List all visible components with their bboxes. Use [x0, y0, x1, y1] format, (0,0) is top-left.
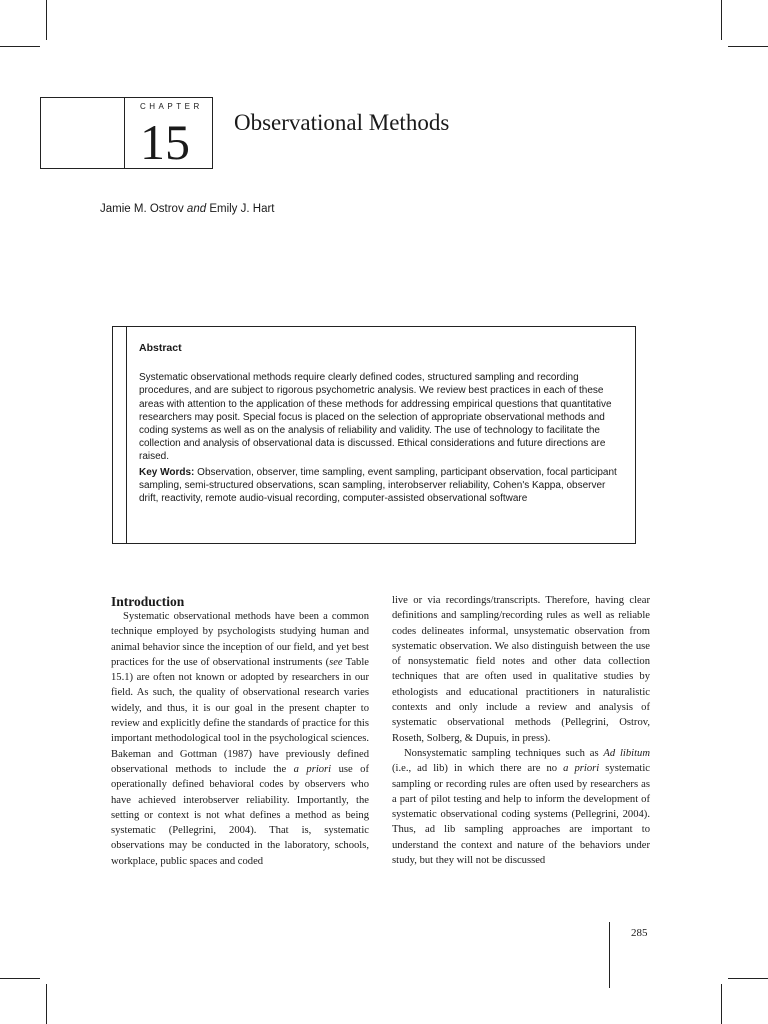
keywords-text: Observation, observer, time sampling, event sampling, participant observation, focal participant sampling, semi-structured observations, scan sampling, interobserver reliability, Cohen's Kappa, observer drift, reactivity, remote audio-visual recording, computer-assisted observational software	[139, 466, 617, 505]
keywords-label: Key Words:	[139, 466, 195, 478]
authors	[100, 203, 274, 215]
abstract-keywords	[139, 466, 627, 506]
crop-mark	[721, 0, 722, 40]
text-run-italic: a priori	[293, 763, 332, 775]
chapter-title: Observational Methods	[234, 110, 450, 135]
text-run: Table 15.1) are often not known or adopted by researchers in our field. As such, the quality of observational research varies widely, and thus, it is our goal in the present chapter to review and explicitly define the standards of practice for this important methodological tool in the psychological sciences. Bakeman and Gottman (1987) have previously defined observational methods to include the	[111, 656, 369, 775]
text-run: use of operationally defined behavioral codes by observers who have achieved interobserver reliability. Importantly, the setting or context is not what defines a method as being systematic (Pellegrini, 2004). That is, systematic observations may be conducted in the laboratory, schools, workplace, public spaces and coded	[111, 763, 369, 867]
page-number-rule	[609, 922, 610, 988]
author-first: Jamie M. Ostrov	[100, 203, 184, 215]
crop-mark	[46, 984, 47, 1024]
text-run: Nonsystematic sampling techniques such as	[404, 747, 604, 759]
paragraph	[392, 746, 650, 868]
page-number: 285	[631, 927, 648, 939]
left-column	[111, 594, 369, 869]
abstract-heading: Abstract	[139, 342, 182, 354]
abstract	[139, 342, 627, 507]
crop-mark	[728, 978, 768, 979]
author-second: Emily J. Hart	[209, 203, 275, 215]
paragraph: live or via recordings/transcripts. Therefore, having clear definitions and sampling/recording rules as well as reliable codes delineates informal, unsystematic observation from systematic observation. We also distinguish between the use of nonsystematic field notes and other data collection techniques that are often used in qualitative studies by ethologists and educational practitioners in naturalistic contexts and only include a review and analysis of systematic observational methods (Pellegrini, Ostrov, Roseth, Solberg, & Dupuis, in press).	[392, 595, 650, 744]
chapter-box-divider	[124, 97, 125, 169]
paragraph	[111, 609, 369, 869]
text-run: systematic sampling or recording rules are often used by researchers as a part of pilot testing and help to inform the development of systematic observational coding systems (Pellegrini, 2004). Thus, ad lib sampling approaches are important to understand the context and nature of the behaviors under study, but they will not be discussed	[392, 763, 651, 867]
text-run-italic: a priori	[563, 763, 600, 775]
text-run-italic: Ad libitum	[603, 747, 651, 759]
right-column	[392, 593, 650, 868]
abstract-rule	[126, 326, 127, 544]
crop-mark	[721, 984, 722, 1024]
section-heading: Introduction	[111, 594, 185, 609]
crop-mark	[0, 978, 40, 979]
text-run: (i.e., ad lib) in which there are no	[392, 763, 564, 775]
abstract-body: Systematic observational methods require clearly defined codes, structured sampling and recording procedures, and are subject to rigorous psychometric analysis. We review best practices in each of these areas with attention to the application of these methods for addressing empirical questions that quantitative researchers may posit. Special focus is placed on the selection of appropriate observational methods and coding systems as well as on the analysis of reliability and validity. The use of technology to facilitate the collection and analysis of observational data is discussed. Ethical considerations and future directions are raised.	[139, 372, 612, 463]
chapter-number: 15	[140, 114, 190, 170]
crop-mark	[46, 0, 47, 40]
text-run-italic: see	[329, 656, 343, 668]
crop-mark	[0, 46, 40, 47]
text-run: Systematic observational methods have been a common technique employed by psychologists studying human and animal behavior since the inception of our field, and yet best practices for the use of observational instruments (	[111, 611, 369, 668]
chapter-label: CHAPTER	[140, 102, 203, 111]
crop-mark	[728, 46, 768, 47]
author-conjunction: and	[186, 203, 207, 215]
